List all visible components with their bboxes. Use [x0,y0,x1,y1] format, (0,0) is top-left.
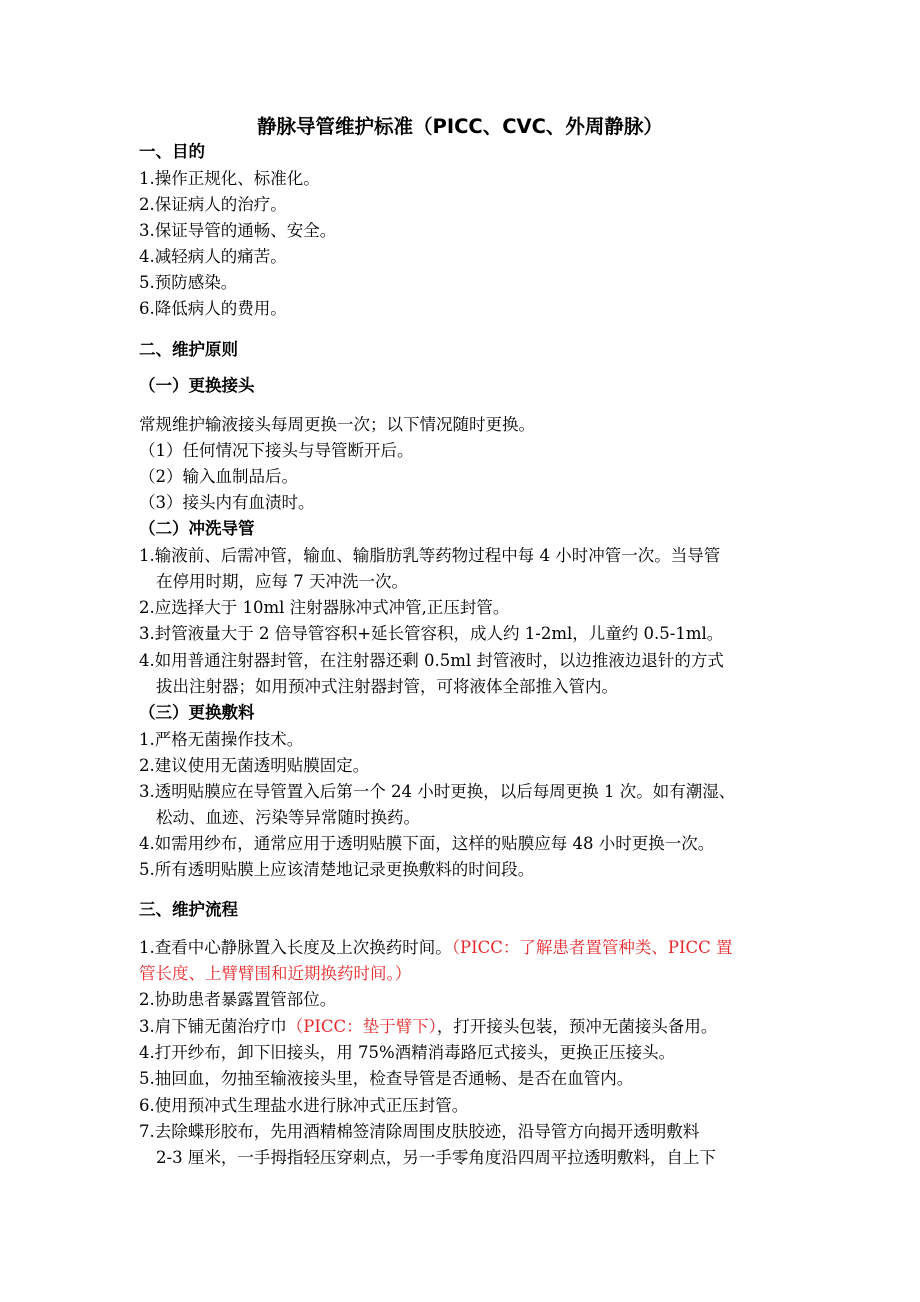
list-item: 3.保证导管的通畅、安全。 [139,221,337,240]
list-item: 2.应选择大于 10ml 注射器脉冲式冲管,正压封管。 [139,598,510,617]
step-text: ，打开接头包装，预冲无菌接头备用。 [436,1017,718,1036]
list-item: 3.透明贴膜应在导管置入后第一个 24 小时更换，以后每周更换 1 次。如有潮湿、 [139,782,736,801]
list-item: 2.建议使用无菌透明贴膜固定。 [139,756,370,775]
list-item: 1.输液前、后需冲管，输血、输脂肪乳等药物过程中每 4 小时冲管一次。当导管 [139,546,721,565]
section-heading-procedure: 三、维护流程 [139,900,238,919]
list-item: 5.所有透明贴膜上应该清楚地记录更换敷料的时间段。 [139,860,535,879]
section-heading-purpose: 一、目的 [139,142,205,161]
step-text: 3.肩下铺无菌治疗巾 [139,1017,287,1036]
list-item: 2.保证病人的治疗。 [139,195,287,214]
list-item: 6.降低病人的费用。 [139,299,287,318]
list-item: 4.减轻病人的痛苦。 [139,247,287,266]
document-title: 静脉导管维护标准（PICC、CVC、外周静脉） [257,115,663,138]
list-item: 4.如需用纱布，通常应用于透明贴膜下面，这样的贴膜应每 48 小时更换一次。 [139,834,715,853]
list-item: 5.预防感染。 [139,273,238,292]
list-item: （1）任何情况下接头与导管断开后。 [139,441,414,460]
list-item: （3）接头内有血渍时。 [139,493,315,512]
list-item: （2）输入血制品后。 [139,467,298,486]
list-item-continued: 拔出注射器；如用预冲式注射器封管，可将液体全部推入管内。 [156,677,618,696]
list-item-continued: 2-3 厘米，一手拇指轻压穿刺点，另一手零角度沿四周平拉透明敷料，自上下 [156,1148,716,1167]
picc-note: （PICC：了解患者置管种类、PICC 置 [451,938,733,957]
subsection-heading-dressing: （三）更换敷料 [139,703,255,722]
list-item: 7.去除蝶形胶布，先用酒精棉签清除周围皮肤胶迹，沿导管方向揭开透明敷料 [139,1122,700,1141]
list-item [139,1015,717,1039]
list-item: 2.协助患者暴露置管部位。 [139,990,337,1009]
list-item: 4.如用普通注射器封管，在注射器还剩 0.5ml 封管液时，以边推液边退针的方式 [139,651,724,670]
list-item [139,936,732,960]
step-text: 1.查看中心静脉置入长度及上次换药时间。 [139,938,452,957]
list-item: 3.封管液量大于 2 倍导管容积+延长管容积，成人约 1-2ml，儿童约 0.5-1ml。 [139,624,724,643]
list-item: 4.打开纱布，卸下旧接头，用 75%酒精消毒路厄式接头，更换正压接头。 [139,1043,676,1062]
picc-note-continued: 管长度、上臂臂围和近期换药时间。） [139,964,412,983]
list-item-continued: 在停用时期，应每 7 天冲洗一次。 [156,572,408,591]
paragraph: 常规维护输液接头每周更换一次；以下情况随时更换。 [139,415,535,434]
picc-note: （PICC：垫于臂下） [286,1017,437,1036]
list-item-continued: 松动、血迹、污染等异常随时换药。 [156,808,420,827]
list-item: 1.操作正规化、标准化。 [139,169,320,188]
list-item: 6.使用预冲式生理盐水进行脉冲式正压封管。 [139,1096,469,1115]
subsection-heading-connector: （一）更换接头 [139,376,255,395]
list-item: 5.抽回血，勿抽至输液接头里，检查导管是否通畅、是否在血管内。 [139,1069,634,1088]
list-item: 1.严格无菌操作技术。 [139,730,304,749]
section-heading-principles: 二、维护原则 [139,340,238,359]
subsection-heading-flushing: （二）冲洗导管 [139,519,255,538]
